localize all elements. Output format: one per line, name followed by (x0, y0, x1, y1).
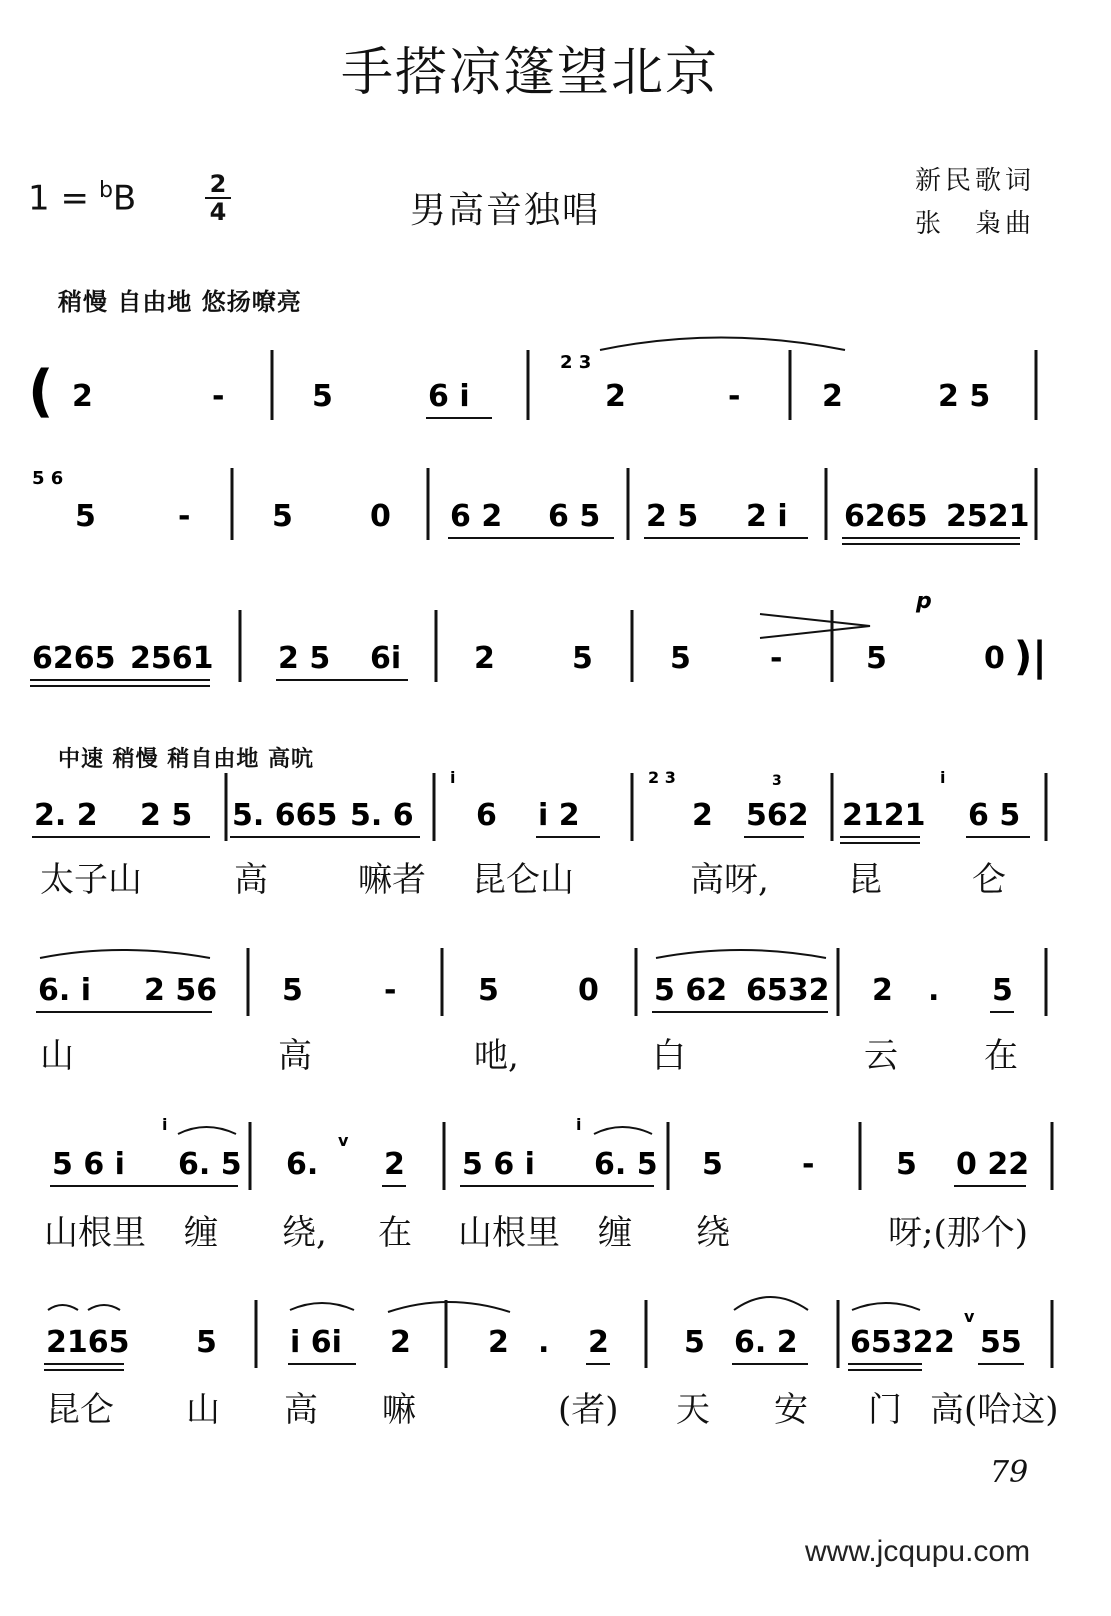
note: 6. 2 (734, 1325, 798, 1360)
key-note: B (112, 178, 137, 219)
score-row-4 (0, 765, 1111, 855)
note: - (212, 379, 225, 414)
tempo-marking-intro: 稍慢 自由地 悠扬嘹亮 (58, 288, 302, 316)
grace-note: i (162, 1115, 168, 1134)
note: 5 (282, 973, 303, 1008)
note: 6. i (38, 973, 91, 1008)
note: 5 (684, 1325, 705, 1360)
note: 5 (702, 1147, 723, 1182)
note: 2 5 (278, 641, 331, 676)
lyric-word: 昆 (848, 860, 882, 900)
lyric-word: 安 (774, 1390, 808, 1430)
slur (290, 1303, 354, 1310)
note: 0 22 (956, 1147, 1030, 1182)
triplet-mark: 3 (772, 773, 782, 789)
note: 2 i (746, 499, 788, 534)
slur (600, 338, 845, 351)
note: 2 (390, 1325, 411, 1360)
note: 5 (670, 641, 691, 676)
time-signature-top: 2 (209, 170, 227, 198)
note: 2521 (946, 499, 1030, 534)
note: 6532 (850, 1325, 934, 1360)
lyric-word: 绕 (696, 1213, 730, 1253)
lyric-word: 高 (234, 860, 268, 900)
lyric-word: 天 (676, 1390, 710, 1430)
note: 2561 (130, 641, 214, 676)
note: 6 (476, 798, 497, 833)
note: 5 (896, 1147, 917, 1182)
breath-mark: v (338, 1131, 349, 1150)
flat-sign: b (98, 178, 113, 203)
lyric-word: 高 (284, 1390, 318, 1430)
lyric-word: 山 (40, 1036, 74, 1076)
lyric-word: 高 (278, 1036, 312, 1076)
note: 5 6 i (462, 1147, 535, 1182)
note: - (384, 973, 397, 1008)
lyric-word: 绕, (282, 1213, 327, 1253)
note: 5. 6 (350, 798, 414, 833)
grace-notes: 5 6 (32, 468, 64, 489)
note: ( (28, 359, 54, 424)
lyric-word: 呀;(那个) (888, 1213, 1028, 1253)
score-row-5 (0, 940, 1111, 1030)
slur (594, 1127, 652, 1134)
note: 2 (384, 1147, 405, 1182)
note: 2 (934, 1325, 955, 1360)
grace-notes: 2 3 (560, 352, 592, 373)
note: 5 (196, 1325, 217, 1360)
note: 2 (72, 379, 93, 414)
lyric-word: 山根里 (458, 1213, 560, 1253)
note: 2 (488, 1325, 509, 1360)
slur (852, 1303, 920, 1310)
page-title: 手搭凉篷望北京 (340, 43, 719, 103)
slur (178, 1127, 236, 1134)
lyric-word: 昆仑 (46, 1390, 114, 1430)
lyricist-credit: 新民歌词 (915, 166, 1036, 196)
note: 5 (572, 641, 593, 676)
note: 6. 5 (594, 1147, 658, 1182)
lyric-word: 仑 (972, 860, 1006, 900)
lyric-word: 缠 (598, 1213, 632, 1253)
note: 6 2 (450, 499, 503, 534)
lyric-word: (者) (558, 1390, 619, 1430)
note: 5 62 (654, 973, 728, 1008)
score-row-1 (0, 330, 1111, 440)
tie (388, 1302, 510, 1312)
note: 2 (872, 973, 893, 1008)
note: 6i (370, 641, 402, 676)
slur (734, 1297, 808, 1310)
time-signature-bottom: 4 (209, 198, 227, 226)
note: 5 (75, 499, 96, 534)
note: 0 (984, 641, 1005, 676)
note: 6265 (844, 499, 928, 534)
lyric-word: 白 (652, 1036, 686, 1076)
lyric-word: 在 (378, 1213, 412, 1253)
note: 5 (992, 973, 1013, 1008)
note: - (178, 499, 191, 534)
lyric-word: 高呀, (690, 860, 769, 900)
note: - (728, 379, 741, 414)
breath-mark: v (964, 1307, 975, 1326)
key-prefix: 1 = (28, 178, 89, 219)
note: 2 (588, 1325, 609, 1360)
note: 6265 (32, 641, 116, 676)
note: 5 (866, 641, 887, 676)
slur (88, 1305, 120, 1310)
lyric-word: 吔, (474, 1036, 519, 1076)
decrescendo-mark (760, 614, 870, 638)
lyric-word: 在 (984, 1036, 1018, 1076)
score-row-7 (0, 1290, 1111, 1380)
grace-notes: 2 3 (648, 768, 676, 787)
note: 2 (474, 641, 495, 676)
tempo-marking-verse: 中速 稍慢 稍自由地 高吭 (58, 747, 314, 772)
lyric-word: 缠 (184, 1213, 218, 1253)
note: 2 5 (646, 499, 699, 534)
lyric-word: 门 (868, 1390, 902, 1430)
note: 2. 2 (34, 798, 98, 833)
score-row-6 (0, 1112, 1111, 1202)
note: 2 56 (144, 973, 218, 1008)
website-watermark: www.jcqupu.com (805, 1535, 1031, 1568)
lyric-word: 山 (186, 1390, 220, 1430)
slur (40, 950, 210, 958)
note: 5 (478, 973, 499, 1008)
note: 2121 (842, 798, 926, 833)
note: i 2 (538, 798, 580, 833)
note: 6 5 (548, 499, 601, 534)
grace-note: i (940, 768, 946, 787)
lyric-word: 云 (864, 1036, 898, 1076)
note: 6532 (746, 973, 830, 1008)
note: 5. 665 (232, 798, 338, 833)
note: 6 5 (968, 798, 1021, 833)
note: 2 (822, 379, 843, 414)
note: . (928, 973, 940, 1008)
note: 0 (370, 499, 391, 534)
performance-type: 男高音独唱 (410, 190, 601, 231)
time-signature (205, 172, 231, 224)
note: 6 i (428, 379, 470, 414)
note: 5 6 i (52, 1147, 125, 1182)
page-number: 79 (990, 1455, 1029, 1490)
lyric-word: 嘛者 (358, 860, 426, 900)
slur (656, 950, 826, 958)
note: 2 (692, 798, 713, 833)
note: 2 5 (938, 379, 991, 414)
note: 562 (746, 798, 809, 833)
dynamic-mark: p (916, 590, 932, 614)
score-row-3 (0, 590, 1111, 700)
note: 5 (312, 379, 333, 414)
note: 0 (578, 973, 599, 1008)
note: - (802, 1147, 815, 1182)
lyric-word: 高(哈这) (930, 1390, 1059, 1430)
lyric-word: 太子山 (40, 860, 142, 900)
lyric-word: 昆仑山 (472, 860, 574, 900)
note: i 6i (290, 1325, 342, 1360)
note: 2 (605, 379, 626, 414)
note: 55 (980, 1325, 1022, 1360)
note: 5 (272, 499, 293, 534)
note: 2 5 (140, 798, 193, 833)
note: 2165 (46, 1325, 130, 1360)
end-repeat: )| (1014, 634, 1047, 680)
score-row-2 (0, 458, 1111, 568)
key-signature (28, 178, 136, 218)
lyric-word: 嘛 (382, 1390, 416, 1430)
grace-note: i (450, 768, 456, 787)
note: - (770, 641, 783, 676)
note: 6. (286, 1147, 319, 1182)
note: . (538, 1325, 550, 1360)
composer-credit: 张 枭曲 (915, 209, 1036, 239)
grace-note: i (576, 1115, 582, 1134)
lyric-word: 山根里 (44, 1213, 146, 1253)
slur (48, 1305, 78, 1310)
note: 6. 5 (178, 1147, 242, 1182)
